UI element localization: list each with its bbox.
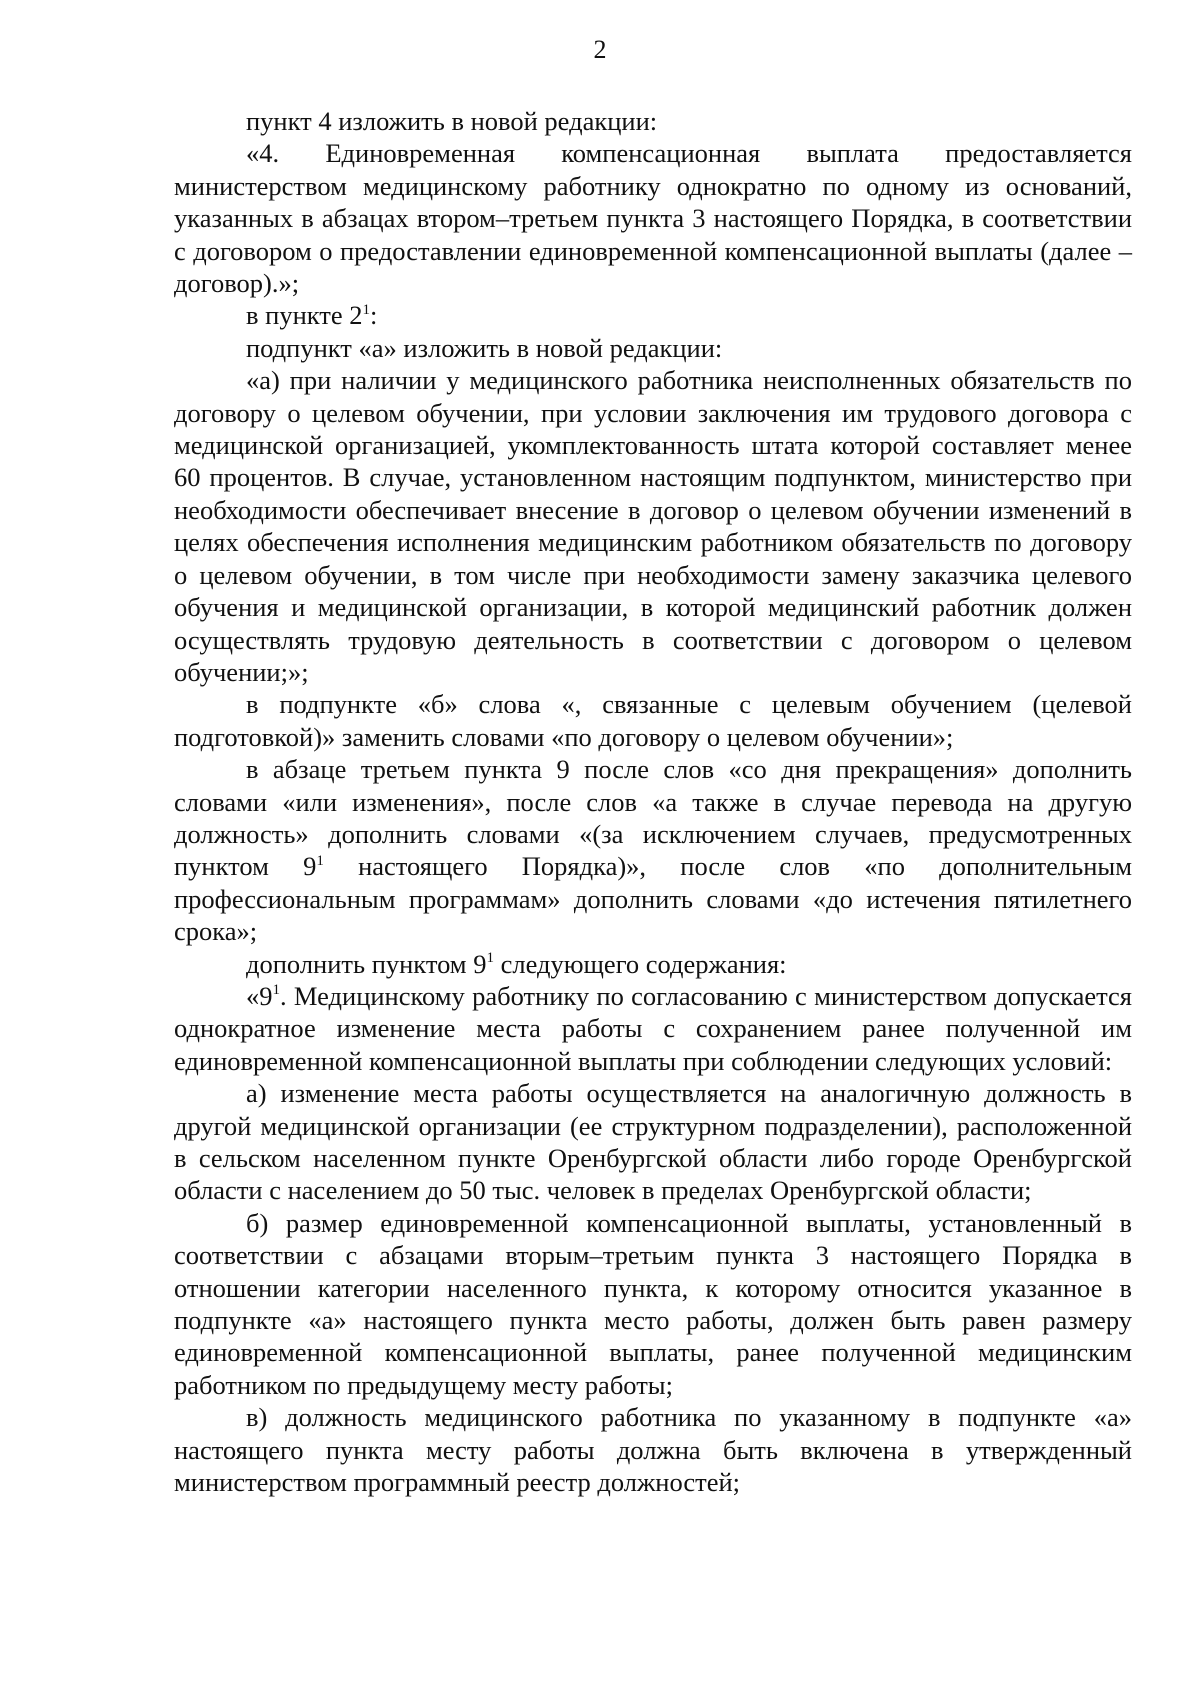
paragraph-text: в) должность медицинского работника по указанному в подпункте «а» настоящего пункта месту работы должна быть включена в утвержденный министерством программный реестр должностей; [174, 1402, 1132, 1498]
paragraph-text: в подпункте «б» слова «, связанные с целевым обучением (целевой подготовкой)» заменить словами «по договору о целевом обучении»; [174, 689, 1132, 752]
page-number: 2 [593, 35, 607, 64]
paragraph-text: в абзаце третьем пункта 9 после слов «со дня прекращения» дополнить словами «или изменения», после слов «а также в случае перевода на другую должность» дополнить словами «(за исключением случаев, предусмотренных пунктом 9 [174, 754, 1132, 882]
paragraph-text: : [370, 300, 378, 331]
paragraph-text: настоящего Порядка)», после слов «по дополнительным профессиональным программам» дополнить словами «до истечения пятилетнего срока»; [174, 851, 1132, 947]
paragraph-text: б) размер единовременной компенсационной выплаты, установленный в соответствии с абзацами вторым–третьим пункта 3 настоящего Порядка в отношении категории населенного пункта, к которому относится указанное в подпункте «а» настоящего пункта место работы, должен быть равен размеру единовременной компенсационной выплаты, ранее полученной медицинским работником по предыдущему месту работы; [174, 1207, 1132, 1400]
paragraph-text: «4. Единовременная компенсационная выплата предоставляется министерством медицинскому работнику однократно по одному из оснований, указанных в абзацах втором–третьем пункта 3 настоящего Порядка, в соответствии с договором о предоставлении единовременной компенсационной выплаты (далее – договор).»; [174, 138, 1132, 299]
paragraph-text: дополнить пунктом 9 [246, 948, 487, 979]
paragraph-3 [174, 299, 1132, 331]
paragraph-text: «9 [246, 980, 273, 1011]
paragraph-text: следующего содержания: [493, 948, 787, 979]
paragraph-12 [174, 1401, 1132, 1498]
paragraph-text: в пункте 2 [246, 300, 363, 331]
paragraph-2 [174, 137, 1132, 299]
paragraph-8 [174, 948, 1132, 980]
paragraph-text: подпункт «а» изложить в новой редакции: [246, 332, 723, 363]
paragraph-1 [174, 105, 1132, 137]
paragraph-text: «а) при наличии у медицинского работника неисполненных обязательств по договору о целевом обучении, при условии заключения им трудового договора с медицинской организацией, укомплектованность штата которой составляет менее 60 процентов. В случае, установленном настоящим подпунктом, министерство при необходимости обеспечивает внесение в договор о целевом обучении изменений в целях обеспечения исполнения медицинским работником обязательств по договору о целевом обучении, в том числе при необходимости замену заказчика целевого обучения и медицинской организации, в которой медицинский работник должен осуществлять трудовую деятельность в соответствии с договором о целевом обучении;»; [174, 365, 1132, 687]
paragraph-5 [174, 364, 1132, 688]
paragraph-7 [174, 753, 1132, 947]
paragraph-text: . Медицинскому работнику по согласованию с министерством допускается однократное изменение места работы с сохранением ранее полученной им единовременной компенсационной выплаты при соблюдении следующих условий: [174, 980, 1132, 1076]
paragraph-text: пункт 4 изложить в новой редакции: [246, 106, 658, 136]
paragraph-4 [174, 332, 1132, 364]
paragraph-10 [174, 1077, 1132, 1207]
paragraph-9 [174, 980, 1132, 1077]
superscript: 1 [486, 949, 494, 966]
paragraph-6 [174, 688, 1132, 753]
superscript: 1 [272, 982, 280, 999]
superscript: 1 [362, 301, 370, 318]
paragraph-11 [174, 1207, 1132, 1401]
document-body [174, 105, 1132, 1498]
superscript: 1 [316, 852, 324, 869]
paragraph-text: а) изменение места работы осуществляется на аналогичную должность в другой медицинской организации (ее структурном подразделении), расположенной в сельском населенном пункте Оренбургской области либо городе Оренбургской области с населением до 50 тыс. человек в пределах Оренбургской области; [174, 1078, 1132, 1206]
